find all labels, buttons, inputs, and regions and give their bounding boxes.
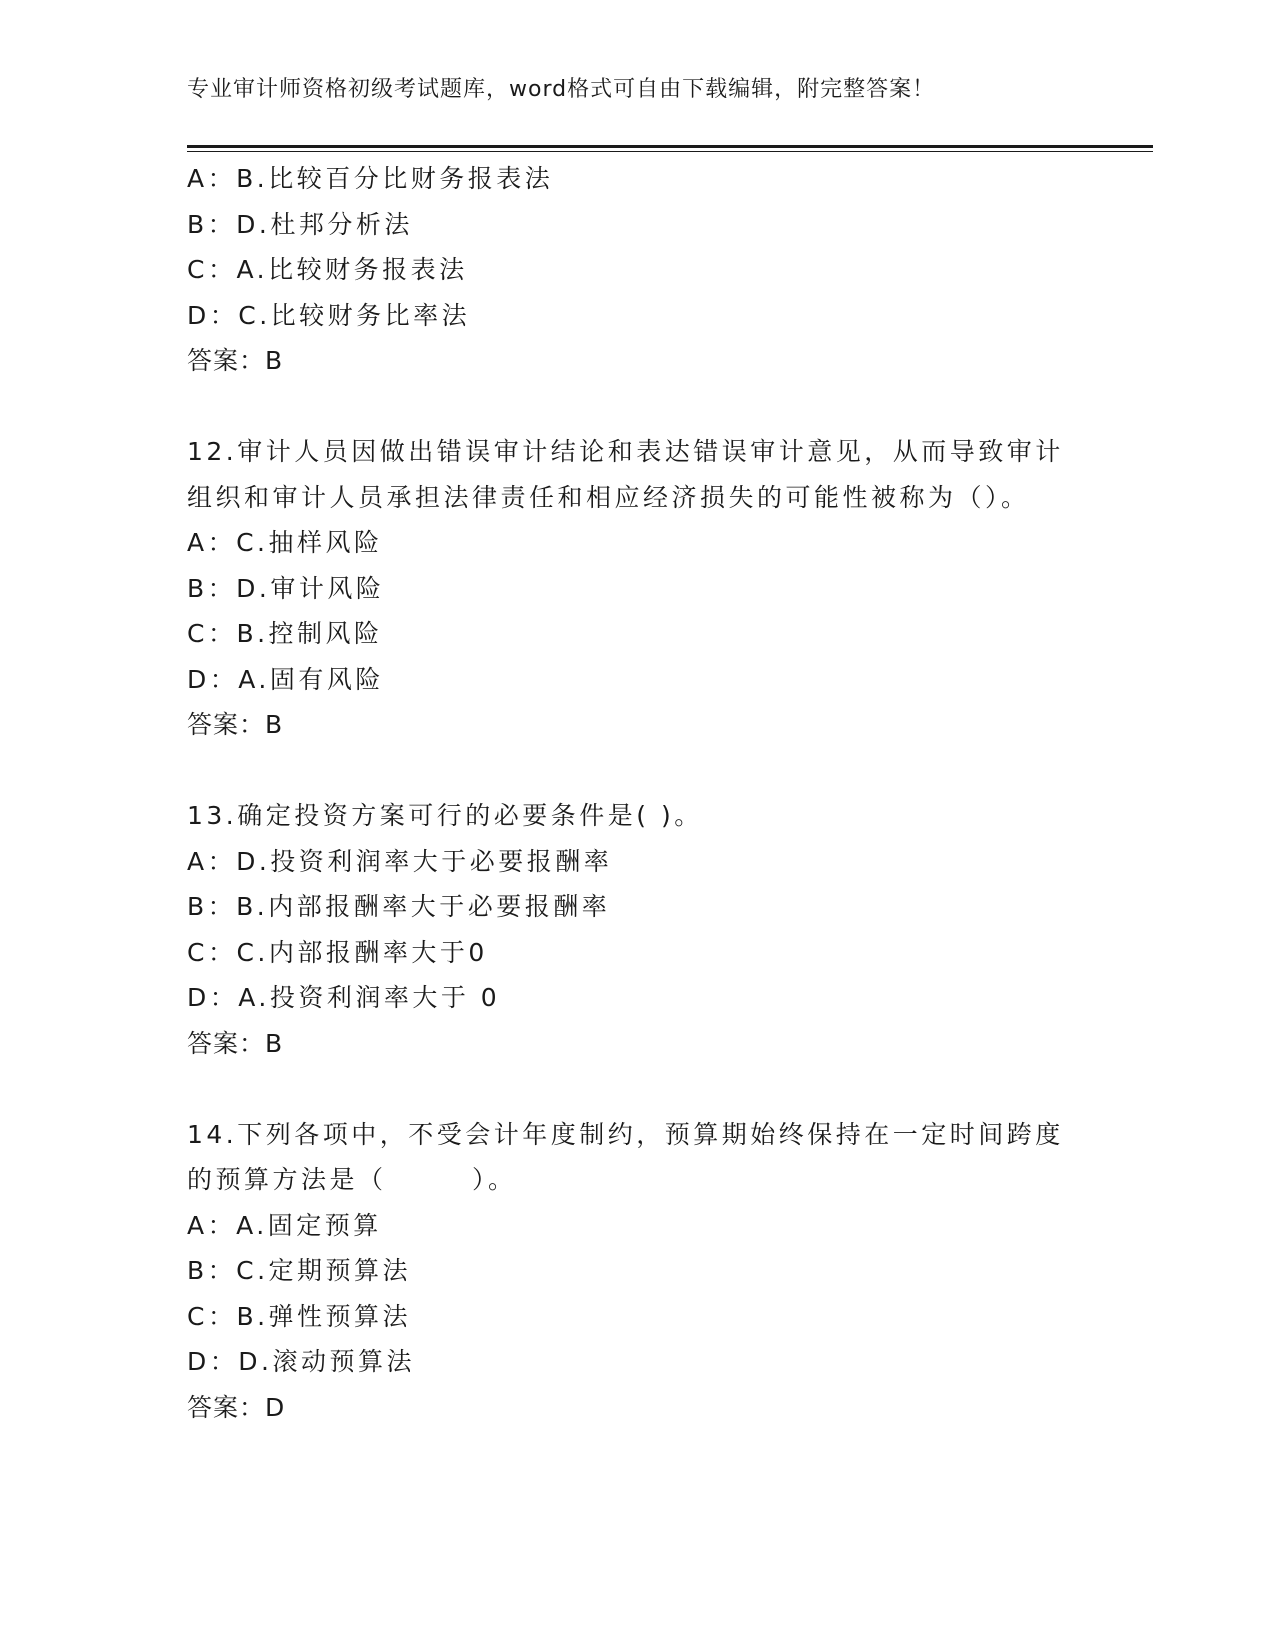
header-rule-thick	[187, 145, 1153, 148]
option-d: D：D.滚动预算法	[187, 1347, 415, 1376]
option-c: C：C.内部报酬率大于0	[187, 937, 488, 967]
option-c: C：B.控制风险	[187, 619, 383, 648]
spacer	[187, 1066, 1087, 1112]
spacer	[187, 748, 1087, 794]
question-block-13	[187, 793, 1087, 1066]
question-stem-continued: 的预算方法是（ ）。	[187, 1165, 517, 1194]
question-block-12	[187, 429, 1087, 748]
option-d: D：A.投资利润率大于 0	[187, 983, 501, 1012]
answer-line: 答案：B	[187, 710, 284, 739]
option-d: D：C.比较财务比率法	[187, 300, 471, 330]
question-stem-continued: 组织和审计人员承担法律责任和相应经济损失的可能性被称为（）。	[187, 482, 1030, 512]
question-stem: 12.审计人员因做出错误审计结论和表达错误审计意见，从而导致审计	[187, 437, 1064, 466]
question-block-14	[187, 1112, 1087, 1431]
answer-line: 答案：D	[187, 1392, 286, 1422]
option-c: C：A.比较财务报表法	[187, 255, 468, 284]
option-a: A：D.投资利润率大于必要报酬率	[187, 846, 613, 876]
option-b: B：C.定期预算法	[187, 1256, 412, 1285]
answer-line: 答案：B	[187, 346, 284, 375]
page-header: 专业审计师资格初级考试题库，word格式可自由下载编辑，附完整答案！	[187, 77, 936, 102]
option-a: A：A.固定预算	[187, 1210, 382, 1240]
answer-line: 答案：B	[187, 1028, 284, 1058]
option-a: A：B.比较百分比财务报表法	[187, 164, 554, 193]
option-b: B：D.审计风险	[187, 573, 385, 603]
option-b: B：B.内部报酬率大于必要报酬率	[187, 892, 611, 921]
option-c: C：B.弹性预算法	[187, 1301, 412, 1331]
question-list	[187, 156, 1087, 1430]
option-d: D：A.固有风险	[187, 664, 384, 694]
option-a: A：C.抽样风险	[187, 528, 383, 557]
option-b: B：D.杜邦分析法	[187, 209, 413, 239]
question-block-prev	[187, 156, 1087, 384]
question-stem: 13.确定投资方案可行的必要条件是( )。	[187, 801, 703, 830]
question-stem: 14.下列各项中，不受会计年度制约，预算期始终保持在一定时间跨度	[187, 1119, 1064, 1149]
header-rule-thin	[187, 151, 1153, 152]
spacer	[187, 384, 1087, 430]
